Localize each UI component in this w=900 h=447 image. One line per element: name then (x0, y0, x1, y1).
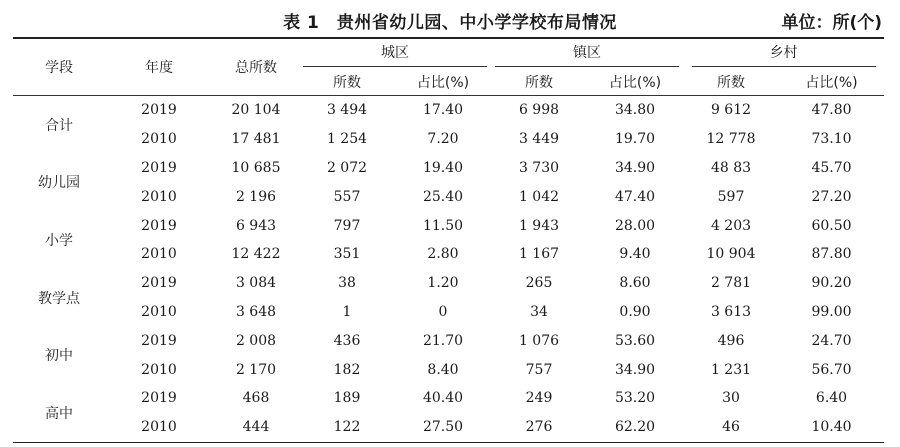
year-cell: 2010 (141, 303, 177, 320)
table-row (13, 211, 884, 240)
town-count-cell: 3 449 (518, 131, 560, 148)
header-group-urban: 城区 (299, 38, 491, 69)
rural-count-cell: 597 (717, 188, 745, 205)
header-town-count: 所数 (491, 69, 587, 96)
rural-count-cell: 496 (717, 332, 745, 349)
rural-ratio-cell: 47.80 (811, 102, 852, 119)
table-row (13, 240, 884, 269)
town-count-cell: 1 042 (518, 188, 560, 205)
total-cell: 468 (242, 390, 270, 407)
urban-ratio-cell: 21.70 (422, 332, 464, 349)
urban-count-cell: 182 (333, 361, 361, 378)
town-count-cell: 34 (530, 303, 548, 320)
rural-ratio-cell: 87.80 (811, 246, 852, 263)
town-ratio-cell: 9.40 (619, 246, 651, 263)
table-title: 表 1 贵州省幼儿园、中小学学校布局情况 (283, 13, 617, 33)
table-row (13, 298, 884, 327)
total-cell: 10 685 (231, 159, 281, 176)
town-ratio-cell: 0.90 (619, 303, 651, 320)
rural-count-cell: 4 203 (710, 217, 752, 234)
town-count-cell: 1 076 (518, 332, 560, 349)
total-cell: 12 422 (231, 246, 281, 263)
town-ratio-cell: 34.80 (614, 102, 656, 119)
rural-ratio-cell: 60.50 (811, 217, 852, 234)
urban-ratio-cell: 8.40 (427, 361, 459, 378)
header-group-town: 镇区 (491, 38, 683, 69)
town-ratio-cell: 34.90 (614, 361, 656, 378)
town-ratio-cell: 62.20 (587, 413, 683, 442)
town-ratio-cell: 34.90 (614, 159, 656, 176)
urban-ratio-cell: 1.20 (427, 275, 459, 292)
urban-ratio-cell: 17.40 (422, 102, 464, 119)
town-count-cell: 757 (525, 361, 553, 378)
urban-count-cell: 797 (333, 217, 361, 234)
total-cell: 6 943 (235, 217, 277, 234)
total-cell: 2 170 (235, 361, 277, 378)
header-rural-ratio: 占比(%) (779, 69, 884, 96)
stage-cell: 初中 (45, 348, 73, 365)
table-body (13, 96, 884, 443)
rural-ratio-cell: 73.10 (811, 131, 852, 148)
table-row (13, 125, 884, 154)
town-count-cell: 3 730 (518, 159, 560, 176)
header-stage: 学段 (13, 38, 105, 96)
header-urban-count: 所数 (299, 69, 395, 96)
stage-cell: 小学 (45, 232, 73, 249)
rural-count-cell: 2 781 (710, 275, 752, 292)
urban-count-cell: 38 (338, 275, 356, 292)
urban-count-cell: 436 (333, 332, 361, 349)
urban-count-cell: 557 (333, 188, 361, 205)
rural-count-cell: 9 612 (710, 102, 752, 119)
rural-ratio-cell: 27.20 (811, 188, 852, 205)
urban-count-cell: 122 (299, 413, 395, 442)
urban-ratio-cell: 0 (438, 303, 448, 320)
header-group-rural: 乡村 (683, 38, 884, 69)
table-row (13, 269, 884, 298)
table-row (13, 384, 884, 413)
stage-cell: 合计 (45, 117, 73, 134)
urban-ratio-cell: 2.80 (427, 246, 459, 263)
urban-count-cell: 1 (342, 303, 352, 320)
year-cell: 2010 (141, 246, 177, 263)
town-count-cell: 1 943 (518, 217, 560, 234)
year-cell: 2019 (141, 217, 177, 234)
year-cell: 2019 (141, 275, 177, 292)
table-row (13, 154, 884, 183)
urban-count-cell: 351 (333, 246, 361, 263)
town-count-cell: 276 (491, 413, 587, 442)
town-ratio-cell: 19.70 (614, 131, 656, 148)
urban-count-cell: 189 (333, 390, 361, 407)
stage-cell: 幼儿园 (38, 175, 80, 192)
year-cell: 2019 (141, 332, 177, 349)
town-ratio-cell: 53.60 (614, 332, 656, 349)
year-cell: 2019 (141, 159, 177, 176)
header-total: 总所数 (213, 38, 299, 96)
year-cell: 2010 (141, 361, 177, 378)
urban-ratio-cell: 40.40 (422, 390, 464, 407)
urban-ratio-cell: 7.20 (427, 131, 459, 148)
stage-cell: 教学点 (38, 290, 80, 307)
rural-ratio-cell: 24.70 (811, 332, 852, 349)
urban-ratio-cell: 25.40 (422, 188, 464, 205)
rural-count-cell: 48 83 (710, 159, 752, 176)
rural-count-cell: 3 613 (710, 303, 752, 320)
urban-ratio-cell: 11.50 (422, 217, 464, 234)
header-urban-ratio: 占比(%) (395, 69, 491, 96)
table-row (13, 355, 884, 384)
table-caption (0, 0, 900, 36)
urban-count-cell: 3 494 (326, 102, 368, 119)
table-row (13, 413, 884, 442)
year-cell: 2010 (141, 188, 177, 205)
town-ratio-cell: 47.40 (614, 188, 656, 205)
table-row (13, 96, 884, 125)
year-cell: 2019 (141, 102, 177, 119)
urban-ratio-cell: 27.50 (395, 413, 491, 442)
stage-cell: 高中 (13, 384, 105, 442)
total-cell: 17 481 (231, 131, 281, 148)
total-cell: 20 104 (231, 102, 281, 119)
school-layout-table (13, 37, 884, 443)
urban-ratio-cell: 19.40 (422, 159, 464, 176)
total-cell: 2 196 (235, 188, 277, 205)
town-count-cell: 249 (525, 390, 553, 407)
town-ratio-cell: 8.60 (619, 275, 651, 292)
total-cell: 2 008 (235, 332, 277, 349)
table-unit: 单位：所(个) (781, 13, 882, 33)
rural-ratio-cell: 90.20 (811, 275, 852, 292)
rural-ratio-cell: 6.40 (815, 390, 848, 407)
rural-count-cell: 46 (683, 413, 779, 442)
rural-count-cell: 12 778 (706, 131, 756, 148)
header-year: 年度 (105, 38, 213, 96)
town-ratio-cell: 53.20 (614, 390, 656, 407)
table-row (13, 182, 884, 211)
town-count-cell: 265 (525, 275, 553, 292)
year-cell: 2019 (141, 390, 177, 407)
total-cell: 3 084 (235, 275, 277, 292)
total-cell: 3 648 (235, 303, 277, 320)
header-rural-count: 所数 (683, 69, 779, 96)
rural-count-cell: 30 (722, 390, 740, 407)
rural-ratio-cell: 45.70 (811, 159, 852, 176)
year-cell: 2010 (105, 413, 213, 442)
rural-ratio-cell: 99.00 (811, 303, 852, 320)
rural-ratio-cell: 56.70 (811, 361, 852, 378)
total-cell: 444 (213, 413, 299, 442)
town-ratio-cell: 28.00 (614, 217, 656, 234)
header-town-ratio: 占比(%) (587, 69, 683, 96)
urban-count-cell: 2 072 (326, 159, 368, 176)
rural-count-cell: 10 904 (706, 246, 756, 263)
town-count-cell: 6 998 (518, 102, 560, 119)
table-row (13, 326, 884, 355)
urban-count-cell: 1 254 (326, 131, 368, 148)
rural-count-cell: 1 231 (710, 361, 752, 378)
year-cell: 2010 (141, 131, 177, 148)
town-count-cell: 1 167 (518, 246, 560, 263)
rural-ratio-cell: 10.40 (779, 413, 884, 442)
